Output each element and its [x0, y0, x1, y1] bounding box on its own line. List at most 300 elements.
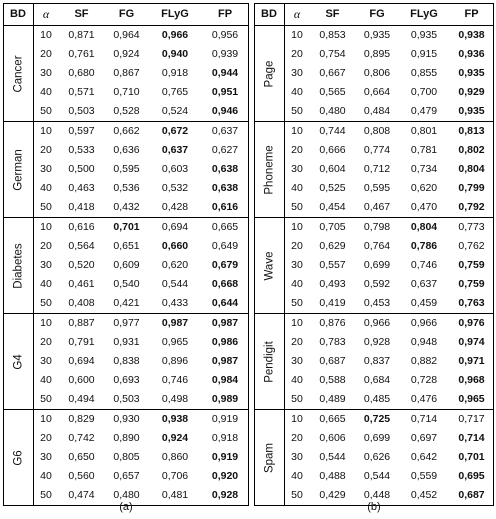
value-cell: 0,636: [113, 144, 140, 156]
value-cell: 0,829: [68, 413, 95, 425]
value-cell: 0,805: [113, 451, 140, 463]
dataset-label: Pendigit: [263, 340, 275, 383]
table-row: [3, 26, 249, 45]
table-row: [3, 333, 249, 352]
value-cell: 0,799: [458, 182, 485, 194]
value-cell: 0,662: [113, 125, 140, 137]
dataset-label: Spam: [263, 442, 275, 473]
dataset-label: Phoneme: [263, 144, 275, 195]
value-cell: 0,629: [319, 240, 346, 252]
alpha-cell: 50: [40, 297, 52, 309]
value-cell: 0,746: [161, 374, 189, 386]
value-cell: 0,759: [458, 278, 485, 290]
fp-header: FP: [217, 8, 233, 20]
value-cell: 0,606: [319, 432, 346, 444]
value-cell: 0,890: [113, 432, 140, 444]
value-cell: 0,744: [319, 125, 346, 137]
value-cell: 0,520: [68, 259, 95, 271]
value-cell: 0,474: [68, 489, 95, 501]
value-cell: 0,454: [319, 201, 346, 213]
table-row: [254, 275, 494, 294]
dataset-label: German: [12, 148, 24, 191]
value-cell: 0,626: [363, 451, 391, 463]
alpha-cell: 40: [40, 86, 52, 98]
value-cell: 0,855: [410, 67, 438, 79]
table-row: [3, 141, 249, 160]
right-border: [493, 3, 494, 506]
table-row: [3, 102, 249, 121]
value-cell: 0,987: [161, 317, 189, 329]
table-row: [254, 256, 494, 275]
alpha-cell: 30: [291, 451, 303, 463]
alpha-cell: 30: [40, 163, 52, 175]
table-row: [3, 371, 249, 390]
bd-separator: [284, 3, 285, 506]
fg-header: FG: [369, 8, 385, 20]
value-cell: 0,935: [458, 67, 485, 79]
value-cell: 0,701: [113, 221, 140, 233]
value-cell: 0,433: [161, 297, 189, 309]
value-cell: 0,666: [319, 144, 346, 156]
value-cell: 0,742: [68, 432, 95, 444]
value-cell: 0,638: [211, 163, 239, 175]
value-cell: 0,421: [113, 297, 140, 309]
table-row: [254, 448, 494, 467]
value-cell: 0,620: [410, 182, 438, 194]
alpha-cell: 50: [291, 201, 303, 213]
value-cell: 0,525: [319, 182, 346, 194]
value-cell: 0,665: [211, 221, 239, 233]
value-cell: 0,762: [458, 240, 485, 252]
alpha-cell: 10: [40, 221, 52, 233]
value-cell: 0,408: [68, 297, 95, 309]
value-cell: 0,986: [211, 336, 239, 348]
value-cell: 0,977: [113, 317, 140, 329]
value-cell: 0,931: [113, 336, 140, 348]
value-cell: 0,485: [363, 393, 391, 405]
table-row: [254, 410, 494, 429]
value-cell: 0,764: [363, 240, 391, 252]
value-cell: 0,761: [68, 48, 95, 60]
value-cell: 0,524: [161, 105, 189, 117]
value-cell: 0,467: [363, 201, 391, 213]
table-row: [254, 83, 494, 102]
sf-header: SF: [325, 8, 340, 20]
value-cell: 0,649: [211, 240, 239, 252]
value-cell: 0,860: [161, 451, 189, 463]
alpha-cell: 20: [291, 432, 303, 444]
fg-header: FG: [118, 8, 135, 20]
value-cell: 0,791: [68, 336, 95, 348]
alpha-cell: 20: [291, 144, 303, 156]
value-cell: 0,930: [113, 413, 140, 425]
value-cell: 0,494: [68, 393, 95, 405]
value-cell: 0,660: [161, 240, 189, 252]
table-row: [254, 294, 494, 313]
table-row: [3, 314, 249, 333]
alpha-cell: 10: [291, 221, 303, 233]
alpha-cell: 30: [40, 259, 52, 271]
value-cell: 0,684: [363, 374, 391, 386]
value-cell: 0,705: [319, 221, 346, 233]
table-row: [254, 102, 494, 121]
table-row: [3, 64, 249, 83]
table-row: [254, 314, 494, 333]
caption-a: (a): [119, 501, 133, 513]
alpha-cell: 30: [291, 259, 303, 271]
alpha-cell: 20: [291, 240, 303, 252]
value-cell: 0,544: [363, 470, 391, 482]
table-row: [254, 237, 494, 256]
value-cell: 0,604: [319, 163, 346, 175]
table-row: [254, 122, 494, 141]
value-cell: 0,712: [363, 163, 391, 175]
header-row: [254, 3, 494, 25]
alpha-cell: 10: [40, 413, 52, 425]
value-cell: 0,650: [68, 451, 95, 463]
alpha-cell: 20: [291, 48, 303, 60]
value-cell: 0,565: [319, 86, 346, 98]
value-cell: 0,837: [363, 355, 391, 367]
value-cell: 0,559: [410, 470, 438, 482]
alpha-cell: 10: [291, 29, 303, 41]
alpha-cell: 10: [291, 125, 303, 137]
fp-header: FP: [464, 8, 479, 20]
value-cell: 0,672: [161, 125, 189, 137]
value-cell: 0,989: [211, 393, 239, 405]
table-row: [3, 160, 249, 179]
alpha-cell: 30: [291, 355, 303, 367]
value-cell: 0,637: [410, 278, 438, 290]
table-row: [3, 198, 249, 217]
value-cell: 0,419: [319, 297, 346, 309]
value-cell: 0,687: [458, 489, 485, 501]
value-cell: 0,867: [113, 67, 140, 79]
value-cell: 0,560: [68, 470, 95, 482]
value-cell: 0,928: [211, 489, 239, 501]
right-border: [248, 3, 249, 506]
value-cell: 0,946: [211, 105, 239, 117]
dataset-label: Wave: [263, 251, 275, 280]
alpha-cell: 20: [40, 432, 52, 444]
table-row: [254, 141, 494, 160]
value-cell: 0,951: [211, 86, 239, 98]
value-cell: 0,429: [319, 489, 346, 501]
value-cell: 0,616: [211, 201, 239, 213]
value-cell: 0,802: [458, 144, 485, 156]
value-cell: 0,935: [410, 29, 438, 41]
sf-header: SF: [74, 8, 89, 20]
value-cell: 0,754: [319, 48, 346, 60]
table-row: [254, 64, 494, 83]
alpha-cell: 50: [291, 105, 303, 117]
table-row: [3, 429, 249, 448]
value-cell: 0,694: [161, 221, 189, 233]
alpha-cell: 30: [40, 67, 52, 79]
value-cell: 0,956: [211, 29, 239, 41]
bd-header: BD: [261, 8, 277, 20]
value-cell: 0,489: [319, 393, 346, 405]
left-border: [254, 3, 255, 506]
value-cell: 0,484: [363, 105, 391, 117]
value-cell: 0,929: [458, 86, 485, 98]
alpha-cell: 20: [40, 240, 52, 252]
value-cell: 0,680: [68, 67, 95, 79]
value-cell: 0,528: [113, 105, 140, 117]
value-cell: 0,479: [410, 105, 438, 117]
value-cell: 0,637: [211, 125, 239, 137]
value-cell: 0,948: [410, 336, 438, 348]
value-cell: 0,706: [161, 470, 189, 482]
value-cell: 0,773: [458, 221, 485, 233]
value-cell: 0,695: [458, 470, 485, 482]
alpha-cell: 50: [291, 393, 303, 405]
value-cell: 0,853: [319, 29, 346, 41]
table-row: [254, 45, 494, 64]
value-cell: 0,974: [458, 336, 485, 348]
value-cell: 0,461: [68, 278, 95, 290]
value-cell: 0,699: [363, 432, 391, 444]
alpha-cell: 50: [40, 393, 52, 405]
table-row: [3, 275, 249, 294]
header-row: [3, 3, 249, 25]
value-cell: 0,786: [410, 240, 438, 252]
value-cell: 0,651: [113, 240, 140, 252]
alpha-cell: 20: [40, 336, 52, 348]
value-cell: 0,665: [319, 413, 346, 425]
value-cell: 0,564: [68, 240, 95, 252]
value-cell: 0,976: [458, 317, 485, 329]
value-cell: 0,493: [319, 278, 346, 290]
dataset-label: G6: [12, 449, 24, 466]
value-cell: 0,503: [68, 105, 95, 117]
value-cell: 0,966: [410, 317, 438, 329]
value-cell: 0,697: [410, 432, 438, 444]
alpha-cell: 50: [40, 489, 52, 501]
value-cell: 0,609: [113, 259, 140, 271]
table-row: [254, 429, 494, 448]
alpha-cell: 40: [40, 278, 52, 290]
value-cell: 0,966: [161, 29, 189, 41]
value-cell: 0,944: [211, 67, 239, 79]
bd-separator: [33, 3, 34, 506]
value-cell: 0,544: [161, 278, 189, 290]
value-cell: 0,536: [113, 182, 140, 194]
alpha-cell: 10: [40, 125, 52, 137]
dataset-label: Cancer: [12, 54, 24, 93]
value-cell: 0,668: [211, 278, 239, 290]
value-cell: 0,480: [113, 489, 140, 501]
bd-header: BD: [10, 8, 26, 20]
value-cell: 0,924: [161, 432, 189, 444]
table-row: [3, 179, 249, 198]
value-cell: 0,915: [410, 48, 438, 60]
value-cell: 0,918: [211, 432, 239, 444]
value-cell: 0,938: [161, 413, 189, 425]
alpha-cell: 10: [40, 317, 52, 329]
flyg-header: FLyG: [410, 8, 438, 20]
value-cell: 0,896: [161, 355, 189, 367]
value-cell: 0,734: [410, 163, 438, 175]
value-cell: 0,765: [161, 86, 189, 98]
table-row: [3, 237, 249, 256]
value-cell: 0,935: [363, 29, 391, 41]
value-cell: 0,657: [113, 470, 140, 482]
value-cell: 0,936: [458, 48, 485, 60]
table-row: [254, 26, 494, 45]
alpha-cell: 40: [291, 470, 303, 482]
value-cell: 0,470: [410, 201, 438, 213]
table-row: [3, 256, 249, 275]
alpha-cell: 20: [291, 336, 303, 348]
top-rule: [254, 3, 494, 4]
value-cell: 0,544: [319, 451, 346, 463]
value-cell: 0,717: [458, 413, 485, 425]
table-row: [3, 390, 249, 409]
value-cell: 0,808: [363, 125, 391, 137]
results-table-b: [254, 3, 494, 507]
alpha-header: α: [293, 7, 301, 21]
alpha-cell: 10: [291, 413, 303, 425]
value-cell: 0,774: [363, 144, 391, 156]
value-cell: 0,882: [410, 355, 438, 367]
value-cell: 0,987: [211, 355, 239, 367]
value-cell: 0,592: [363, 278, 391, 290]
value-cell: 0,571: [68, 86, 95, 98]
value-cell: 0,700: [410, 86, 438, 98]
dataset-label: Diabetes: [12, 242, 24, 289]
value-cell: 0,966: [363, 317, 391, 329]
value-cell: 0,476: [410, 393, 438, 405]
value-cell: 0,418: [68, 201, 95, 213]
value-cell: 0,532: [161, 182, 189, 194]
value-cell: 0,533: [68, 144, 95, 156]
value-cell: 0,763: [458, 297, 485, 309]
table-row: [3, 352, 249, 371]
alpha-cell: 30: [40, 355, 52, 367]
value-cell: 0,595: [363, 182, 391, 194]
value-cell: 0,620: [161, 259, 189, 271]
value-cell: 0,710: [113, 86, 140, 98]
table-row: [254, 179, 494, 198]
value-cell: 0,500: [68, 163, 95, 175]
value-cell: 0,806: [363, 67, 391, 79]
table-row: [3, 467, 249, 486]
alpha-cell: 40: [291, 182, 303, 194]
value-cell: 0,459: [410, 297, 438, 309]
value-cell: 0,540: [113, 278, 140, 290]
value-cell: 0,938: [458, 29, 485, 41]
value-cell: 0,498: [161, 393, 189, 405]
value-cell: 0,876: [319, 317, 346, 329]
value-cell: 0,928: [363, 336, 391, 348]
value-cell: 0,895: [363, 48, 391, 60]
alpha-cell: 40: [40, 182, 52, 194]
table-row: [3, 45, 249, 64]
value-cell: 0,699: [363, 259, 391, 271]
alpha-cell: 30: [40, 451, 52, 463]
table-row: [3, 83, 249, 102]
left-border: [3, 3, 4, 506]
value-cell: 0,616: [68, 221, 95, 233]
value-cell: 0,798: [363, 221, 391, 233]
dataset-label: G4: [12, 353, 24, 370]
alpha-cell: 40: [291, 86, 303, 98]
results-table-a: [3, 3, 249, 507]
alpha-cell: 30: [291, 163, 303, 175]
table-row: [254, 160, 494, 179]
value-cell: 0,965: [458, 393, 485, 405]
table-row: [254, 352, 494, 371]
value-cell: 0,603: [161, 163, 189, 175]
value-cell: 0,679: [211, 259, 239, 271]
value-cell: 0,919: [211, 413, 239, 425]
alpha-cell: 20: [40, 48, 52, 60]
value-cell: 0,939: [211, 48, 239, 60]
table-row: [254, 390, 494, 409]
value-cell: 0,746: [410, 259, 438, 271]
value-cell: 0,781: [410, 144, 438, 156]
table-row: [254, 333, 494, 352]
value-cell: 0,642: [410, 451, 438, 463]
value-cell: 0,588: [319, 374, 346, 386]
value-cell: 0,924: [113, 48, 140, 60]
top-rule: [3, 3, 249, 4]
value-cell: 0,792: [458, 201, 485, 213]
value-cell: 0,935: [458, 105, 485, 117]
alpha-cell: 40: [291, 374, 303, 386]
alpha-cell: 40: [40, 374, 52, 386]
value-cell: 0,783: [319, 336, 346, 348]
value-cell: 0,600: [68, 374, 95, 386]
flyg-header: FLyG: [161, 8, 189, 20]
alpha-cell: 40: [40, 470, 52, 482]
value-cell: 0,597: [68, 125, 95, 137]
table-row: [3, 448, 249, 467]
value-cell: 0,480: [319, 105, 346, 117]
table-row: [3, 122, 249, 141]
value-cell: 0,664: [363, 86, 391, 98]
value-cell: 0,987: [211, 317, 239, 329]
value-cell: 0,964: [113, 29, 140, 41]
value-cell: 0,644: [211, 297, 239, 309]
value-cell: 0,813: [458, 125, 485, 137]
value-cell: 0,759: [458, 259, 485, 271]
table-row: [254, 218, 494, 237]
value-cell: 0,693: [113, 374, 140, 386]
value-cell: 0,488: [319, 470, 346, 482]
table-row: [254, 371, 494, 390]
alpha-header: α: [42, 7, 50, 21]
value-cell: 0,687: [319, 355, 346, 367]
alpha-cell: 30: [291, 67, 303, 79]
value-cell: 0,918: [161, 67, 189, 79]
value-cell: 0,968: [458, 374, 485, 386]
table-row: [254, 467, 494, 486]
alpha-cell: 50: [40, 105, 52, 117]
value-cell: 0,627: [211, 144, 239, 156]
value-cell: 0,481: [161, 489, 189, 501]
table-row: [3, 218, 249, 237]
dataset-label: Page: [263, 60, 275, 87]
value-cell: 0,448: [363, 489, 391, 501]
caption-b: (b): [367, 501, 381, 513]
alpha-cell: 10: [291, 317, 303, 329]
value-cell: 0,804: [458, 163, 485, 175]
table-row: [3, 410, 249, 429]
value-cell: 0,557: [319, 259, 346, 271]
value-cell: 0,871: [68, 29, 95, 41]
